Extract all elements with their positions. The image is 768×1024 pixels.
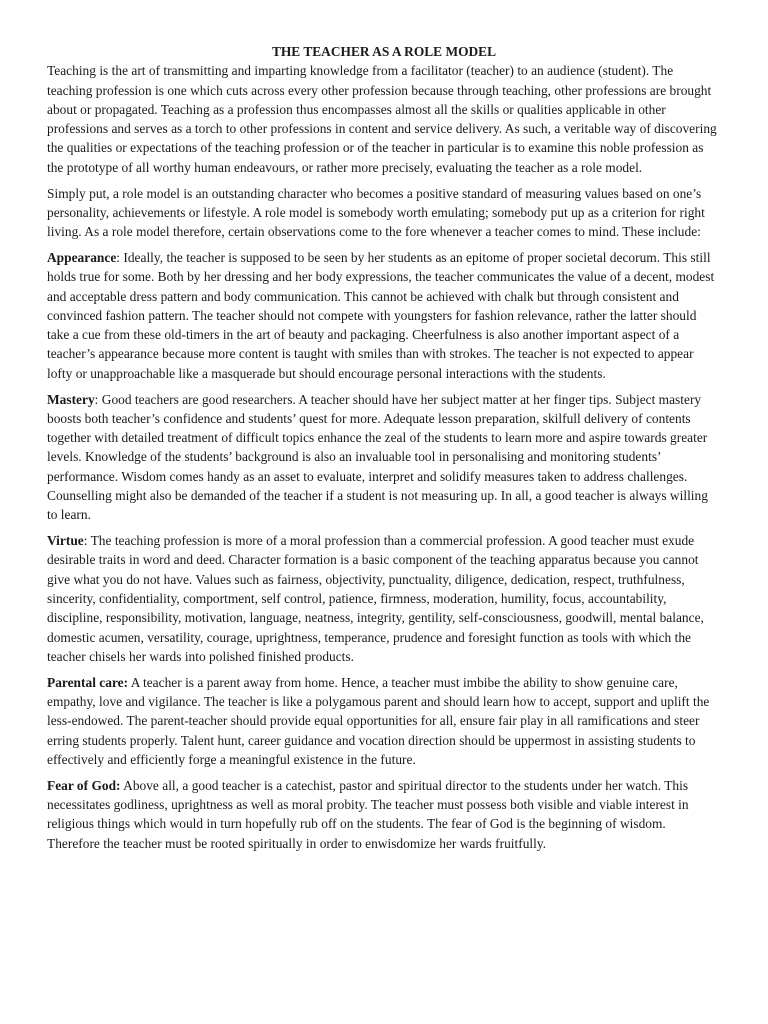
- document-page: [47, 42, 721, 859]
- fear-of-god-heading: Fear of God:: [47, 777, 121, 793]
- fear-of-god-paragraph: [47, 776, 721, 853]
- mastery-heading: Mastery: [47, 391, 95, 407]
- appearance-separator: :: [116, 249, 124, 265]
- definition-paragraph: Simply put, a role model is an outstanding character who becomes a positive standard of measuring values based on one’s personality, achievements or lifestyle. A role model is somebody worth emulating; somebody put up as a criterion for right living. As a role model therefore, certain observations come to the fore whenever a teacher comes to mind. These include:: [47, 185, 705, 240]
- appearance-paragraph: [47, 248, 721, 383]
- parental-care-heading: Parental care:: [47, 674, 129, 690]
- parental-care-paragraph: [47, 673, 721, 769]
- virtue-separator: :: [83, 533, 91, 549]
- virtue-paragraph: [47, 531, 721, 666]
- document-title: THE TEACHER AS A ROLE MODEL: [271, 44, 497, 59]
- fear-of-god-body: Above all, a good teacher is a catechist, pastor and spiritual director to the students under her watch. This necessitates godliness, uprightness as well as moral probity. The teacher must possess both visible and viable interest in religious things which would in turn hopefully rub off on the students. The fear of God is the beginning of wisdom. Therefore the teacher must be rooted spiritually in order to enwisdomize her wards fruitfully.: [47, 777, 689, 851]
- virtue-body: The teaching profession is more of a moral profession than a commercial profession. A good teacher must exude desirable traits in word and deed. Character formation is a basic component of the teaching apparatus because you cannot give what you do not have. Values such as fairness, objectivity, punctuality, diligence, dedication, respect, truthfulness, sincerity, confidentiality, comportment, self control, patience, firmness, moderation, humility, focus, accountability, discipline, responsibility, motivation, language, neatness, integrity, gentility, self-consciousness, goodwill, mental balance, domestic acumen, versatility, courage, uprightness, temperance, prudence and foresight function as tools with which the teacher chisels her wards into polished finished products.: [47, 533, 704, 664]
- appearance-body: Ideally, the teacher is supposed to be seen by her students as an epitome of proper societal decorum. This still holds true for some. Both by her dressing and her body expressions, the teacher communicates the value of a decent, modest and acceptable dress pattern and body communication. This cannot be achieved with chalk but through consistent and convinced fashion pattern. The teacher should not compete with youngsters for fashion relevance, rather the latter should take a cue from these old-timers in the art of beauty and packaging. Cheerfulness is also another important aspect of a teacher’s appearance because more content is taught with smiles than with strokes. The teacher is not expected to appear lofty or unapproachable like a masquerade but should encourage personal interactions with the students.: [47, 249, 715, 381]
- appearance-heading: Appearance: [47, 249, 117, 265]
- intro-paragraph: Teaching is the art of transmitting and imparting knowledge from a facilitator (teacher) to an audience (student). The teaching profession is one which cuts across every other profession because through teaching, other professions are brought about or propagated. Teaching as a profession thus encompasses almost all the skills or qualities applicable in other professions and serves as a torch to other professions in content and service delivery. As such, a veritable way of discovering the qualities or expectations of the teaching profession or of the teacher in particular is to examine this noble profession as the prototype of all worthy human endeavours, or rather more precisely, evaluating the teacher as a role model.: [47, 63, 717, 175]
- parental-care-body: A teacher is a parent away from home. Hence, a teacher must imbibe the ability to show genuine care, empathy, love and vigilance. The teacher is like a polygamous parent and should learn how to accept, support and uplift the less-endowed. The parent-teacher should provide equal opportunities for all, ensure fair play in all ramifications and steer erring students properly. Talent hunt, career guidance and vocation direction should be uppermost in assisting students to effectively and efficiently forge a meaningful existence in the future.: [47, 674, 710, 767]
- mastery-paragraph: [47, 390, 721, 525]
- virtue-heading: Virtue: [47, 533, 84, 549]
- mastery-separator: :: [94, 391, 102, 407]
- mastery-body: Good teachers are good researchers. A teacher should have her subject matter at her finger tips. Subject mastery boosts both teacher’s confidence and students’ quest for more. Adequate lesson preparation, skilfull delivery of contents together with detailed treatment of difficult topics enhance the zeal of the students to learn more and aspire towards greater levels. Knowledge of the students’ background is also an invaluable tool in personalising and monitoring students’ performance. Wisdom comes handy as an asset to evaluate, interpret and solidify measures taken to address challenges. Counselling might also be demanded of the teacher if a student is not measuring up. In all, a good teacher is always willing to learn.: [47, 391, 708, 523]
